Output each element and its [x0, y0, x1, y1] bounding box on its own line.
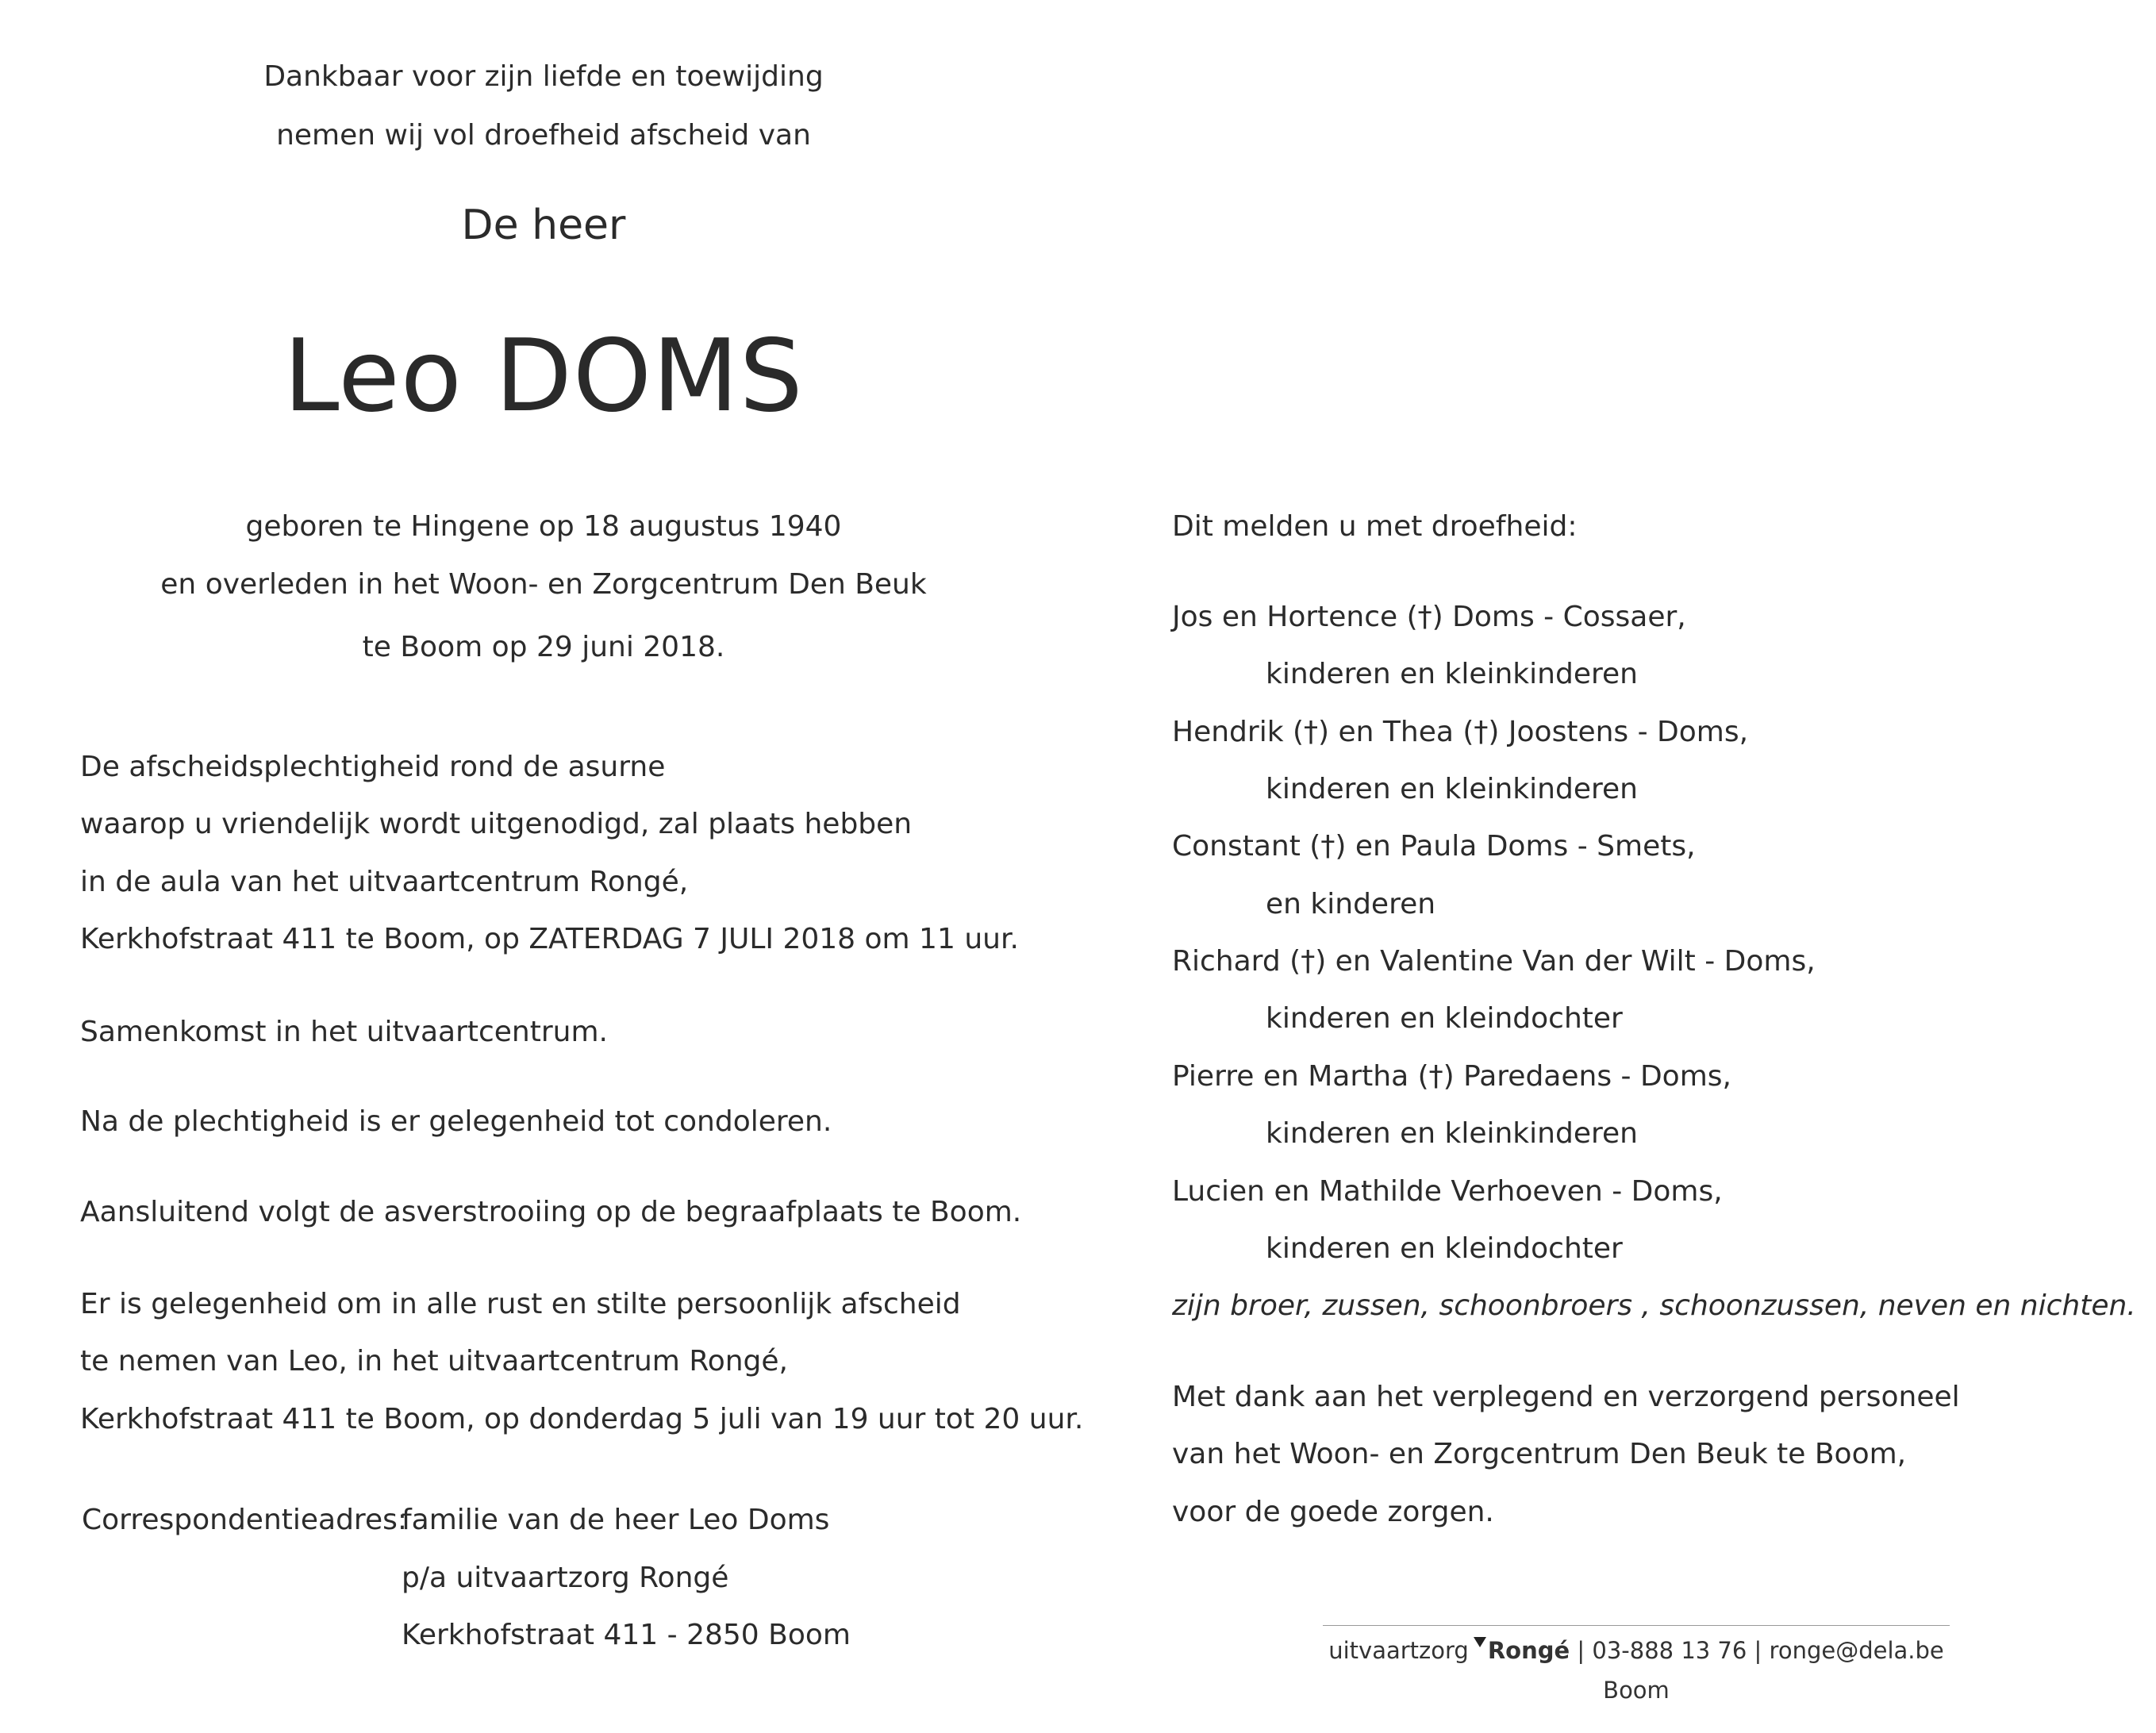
footer-contact-details: | 03-888 13 76 | ronge@dela.be — [1577, 1637, 1944, 1664]
correspondence-line-2: p/a uitvaartzorg Rongé — [402, 1562, 729, 1594]
footer-brand: Rongé — [1487, 1637, 1570, 1664]
ceremony-line-4: Kerkhofstraat 411 te Boom, op ZATERDAG 7 JULI 2018 om 11 uur. — [80, 923, 1019, 955]
footer-contact — [1323, 1637, 1950, 1664]
birth-line-1: geboren te Hingene op 18 augustus 1940 — [245, 510, 842, 543]
family-name: Jos en Hortence (†) Doms - Cossaer, — [1172, 601, 1686, 633]
footer-prefix: uitvaartzorg — [1328, 1637, 1469, 1664]
family-sub: kinderen en kleindochter — [1266, 1232, 1623, 1265]
relatives-text: zijn broer, zussen, schoonbroers , schoonzussen, neven en nichten. — [1172, 1289, 2136, 1322]
family-sub: kinderen en kleinkinderen — [1266, 1117, 1638, 1150]
intro-line-1: Dankbaar voor zijn liefde en toewijding — [263, 60, 824, 93]
ceremony-line-3: in de aula van het uitvaartcentrum Rongé, — [80, 866, 689, 898]
correspondence-line-1: familie van de heer Leo Doms — [402, 1504, 830, 1536]
family-name: Richard (†) en Valentine Van der Wilt - Doms, — [1172, 945, 1816, 978]
family-name: Hendrik (†) en Thea (†) Joostens - Doms, — [1172, 716, 1749, 748]
deceased-name: Leo DOMS — [283, 317, 804, 434]
salutation: De heer — [461, 202, 626, 249]
farewell-line-2: te nemen van Leo, in het uitvaartcentrum Rongé, — [80, 1345, 789, 1378]
family-sub: kinderen en kleindochter — [1266, 1002, 1623, 1035]
family-name: Pierre en Martha (†) Paredaens - Doms, — [1172, 1060, 1731, 1093]
ceremony-line-1: De afscheidsplechtigheid rond de asurne — [80, 751, 666, 783]
farewell-line-3: Kerkhofstraat 411 te Boom, op donderdag 5 juli van 19 uur tot 20 uur. — [80, 1403, 1084, 1435]
family-name: Constant (†) en Paula Doms - Smets, — [1172, 830, 1696, 863]
triangle-logo-icon — [1474, 1637, 1486, 1647]
thanks-line-2: van het Woon- en Zorgcentrum Den Beuk te Boom, — [1172, 1438, 1907, 1470]
family-sub: en kinderen — [1266, 888, 1436, 920]
condolences-text: Na de plechtigheid is er gelegenheid tot condoleren. — [80, 1105, 832, 1138]
footer-city: Boom — [1603, 1677, 1670, 1704]
birth-line-3: te Boom op 29 juni 2018. — [362, 631, 725, 663]
gathering-text: Samenkomst in het uitvaartcentrum. — [80, 1016, 608, 1048]
intro-line-2: nemen wij vol droefheid afscheid van — [276, 119, 811, 152]
scattering-text: Aansluitend volgt de asverstrooiing op de begraafplaats te Boom. — [80, 1196, 1022, 1228]
announcement-heading: Dit melden u met droefheid: — [1172, 510, 1578, 543]
family-sub: kinderen en kleinkinderen — [1266, 773, 1638, 805]
thanks-line-3: voor de goede zorgen. — [1172, 1496, 1494, 1528]
footer-divider — [1323, 1625, 1950, 1626]
correspondence-line-3: Kerkhofstraat 411 - 2850 Boom — [402, 1619, 851, 1651]
farewell-line-1: Er is gelegenheid om in alle rust en stilte persoonlijk afscheid — [80, 1288, 961, 1320]
thanks-line-1: Met dank aan het verplegend en verzorgend personeel — [1172, 1381, 1960, 1413]
family-name: Lucien en Mathilde Verhoeven - Doms, — [1172, 1175, 1723, 1208]
birth-line-2: en overleden in het Woon- en Zorgcentrum Den Beuk — [160, 568, 927, 601]
correspondence-label: Correspondentieadres: — [82, 1504, 407, 1536]
ceremony-line-2: waarop u vriendelijk wordt uitgenodigd, zal plaats hebben — [80, 808, 913, 840]
family-sub: kinderen en kleinkinderen — [1266, 658, 1638, 690]
